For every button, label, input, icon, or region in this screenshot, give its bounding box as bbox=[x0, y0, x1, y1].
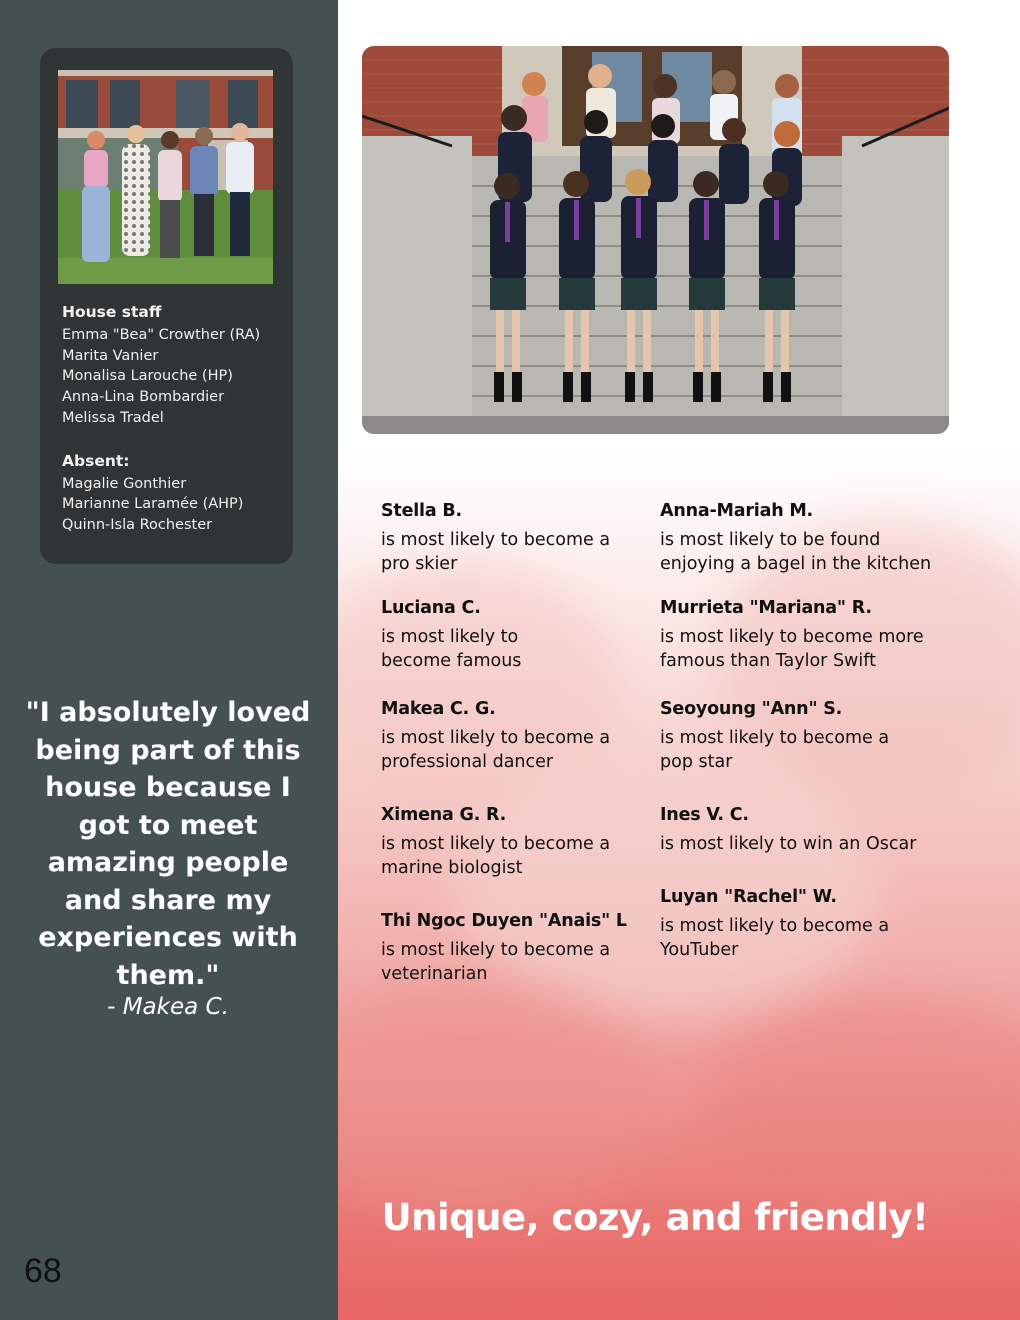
absent-member: Magalie Gonthier bbox=[62, 475, 187, 492]
staff-member: Monalisa Larouche (HP) bbox=[62, 368, 233, 385]
staff-list bbox=[62, 302, 282, 536]
superlative-text: is most likely to become a pro skier bbox=[381, 529, 611, 574]
superlative-text: is most likely to become a veterinarian bbox=[381, 939, 611, 984]
pull-quote: "I absolutely loved being part of this house because I got to meet amazing people and share my experiences with them." bbox=[25, 697, 311, 991]
tagline: Unique, cozy, and friendly! bbox=[381, 1196, 929, 1239]
staff-heading: House staff bbox=[62, 303, 162, 321]
superlative-text: is most likely to become famous bbox=[381, 626, 522, 671]
superlative-text: is most likely to become a marine biologist bbox=[381, 833, 611, 878]
student-name: Ximena G. R. bbox=[381, 805, 507, 825]
superlative-entry bbox=[660, 803, 960, 856]
sidebar bbox=[0, 0, 338, 1320]
superlative-text: is most likely to become a pop star bbox=[660, 727, 890, 772]
superlative-text: is most likely to become a YouTuber bbox=[660, 915, 890, 960]
superlative-text: is most likely to be found enjoying a bagel in the kitchen bbox=[660, 529, 932, 574]
absent-member: Marianne Laramée (AHP) bbox=[62, 496, 244, 513]
quote-author: - Makea C. bbox=[107, 994, 229, 1020]
student-name: Ines V. C. bbox=[660, 805, 749, 825]
superlative-text: is most likely to become a professional dancer bbox=[381, 727, 611, 772]
student-name: Thi Ngoc Duyen "Anais" L bbox=[381, 911, 627, 931]
page-number: 68 bbox=[24, 1252, 62, 1290]
superlative-entry bbox=[381, 909, 643, 987]
group-photo bbox=[362, 46, 949, 434]
superlative-entry bbox=[660, 499, 960, 577]
staff-member: Emma "Bea" Crowther (RA) bbox=[62, 326, 261, 343]
student-name: Murrieta "Mariana" R. bbox=[660, 598, 872, 618]
student-name: Makea C. G. bbox=[381, 699, 496, 719]
absent-member: Quinn-Isla Rochester bbox=[62, 517, 213, 534]
superlative-entry bbox=[660, 697, 960, 775]
superlative-text: is most likely to become more famous than Taylor Swift bbox=[660, 626, 924, 671]
staff-member: Anna-Lina Bombardier bbox=[62, 389, 225, 406]
superlative-entry bbox=[660, 596, 960, 674]
superlative-entry bbox=[381, 499, 643, 577]
student-name: Seoyoung "Ann" S. bbox=[660, 699, 843, 719]
staff-member: Marita Vanier bbox=[62, 347, 159, 364]
student-name: Anna-Mariah M. bbox=[660, 501, 814, 521]
superlative-text: is most likely to win an Oscar bbox=[660, 833, 917, 854]
superlative-entry bbox=[381, 697, 643, 775]
staff-photo bbox=[58, 70, 273, 284]
superlative-entry bbox=[660, 885, 960, 963]
superlative-entry bbox=[381, 803, 643, 881]
student-name: Stella B. bbox=[381, 501, 462, 521]
staff-card bbox=[40, 48, 293, 564]
student-name: Luciana C. bbox=[381, 598, 481, 618]
superlative-entry bbox=[381, 596, 643, 674]
staff-member: Melissa Tradel bbox=[62, 409, 164, 426]
student-name: Luyan "Rachel" W. bbox=[660, 887, 837, 907]
absent-heading: Absent: bbox=[62, 451, 130, 470]
